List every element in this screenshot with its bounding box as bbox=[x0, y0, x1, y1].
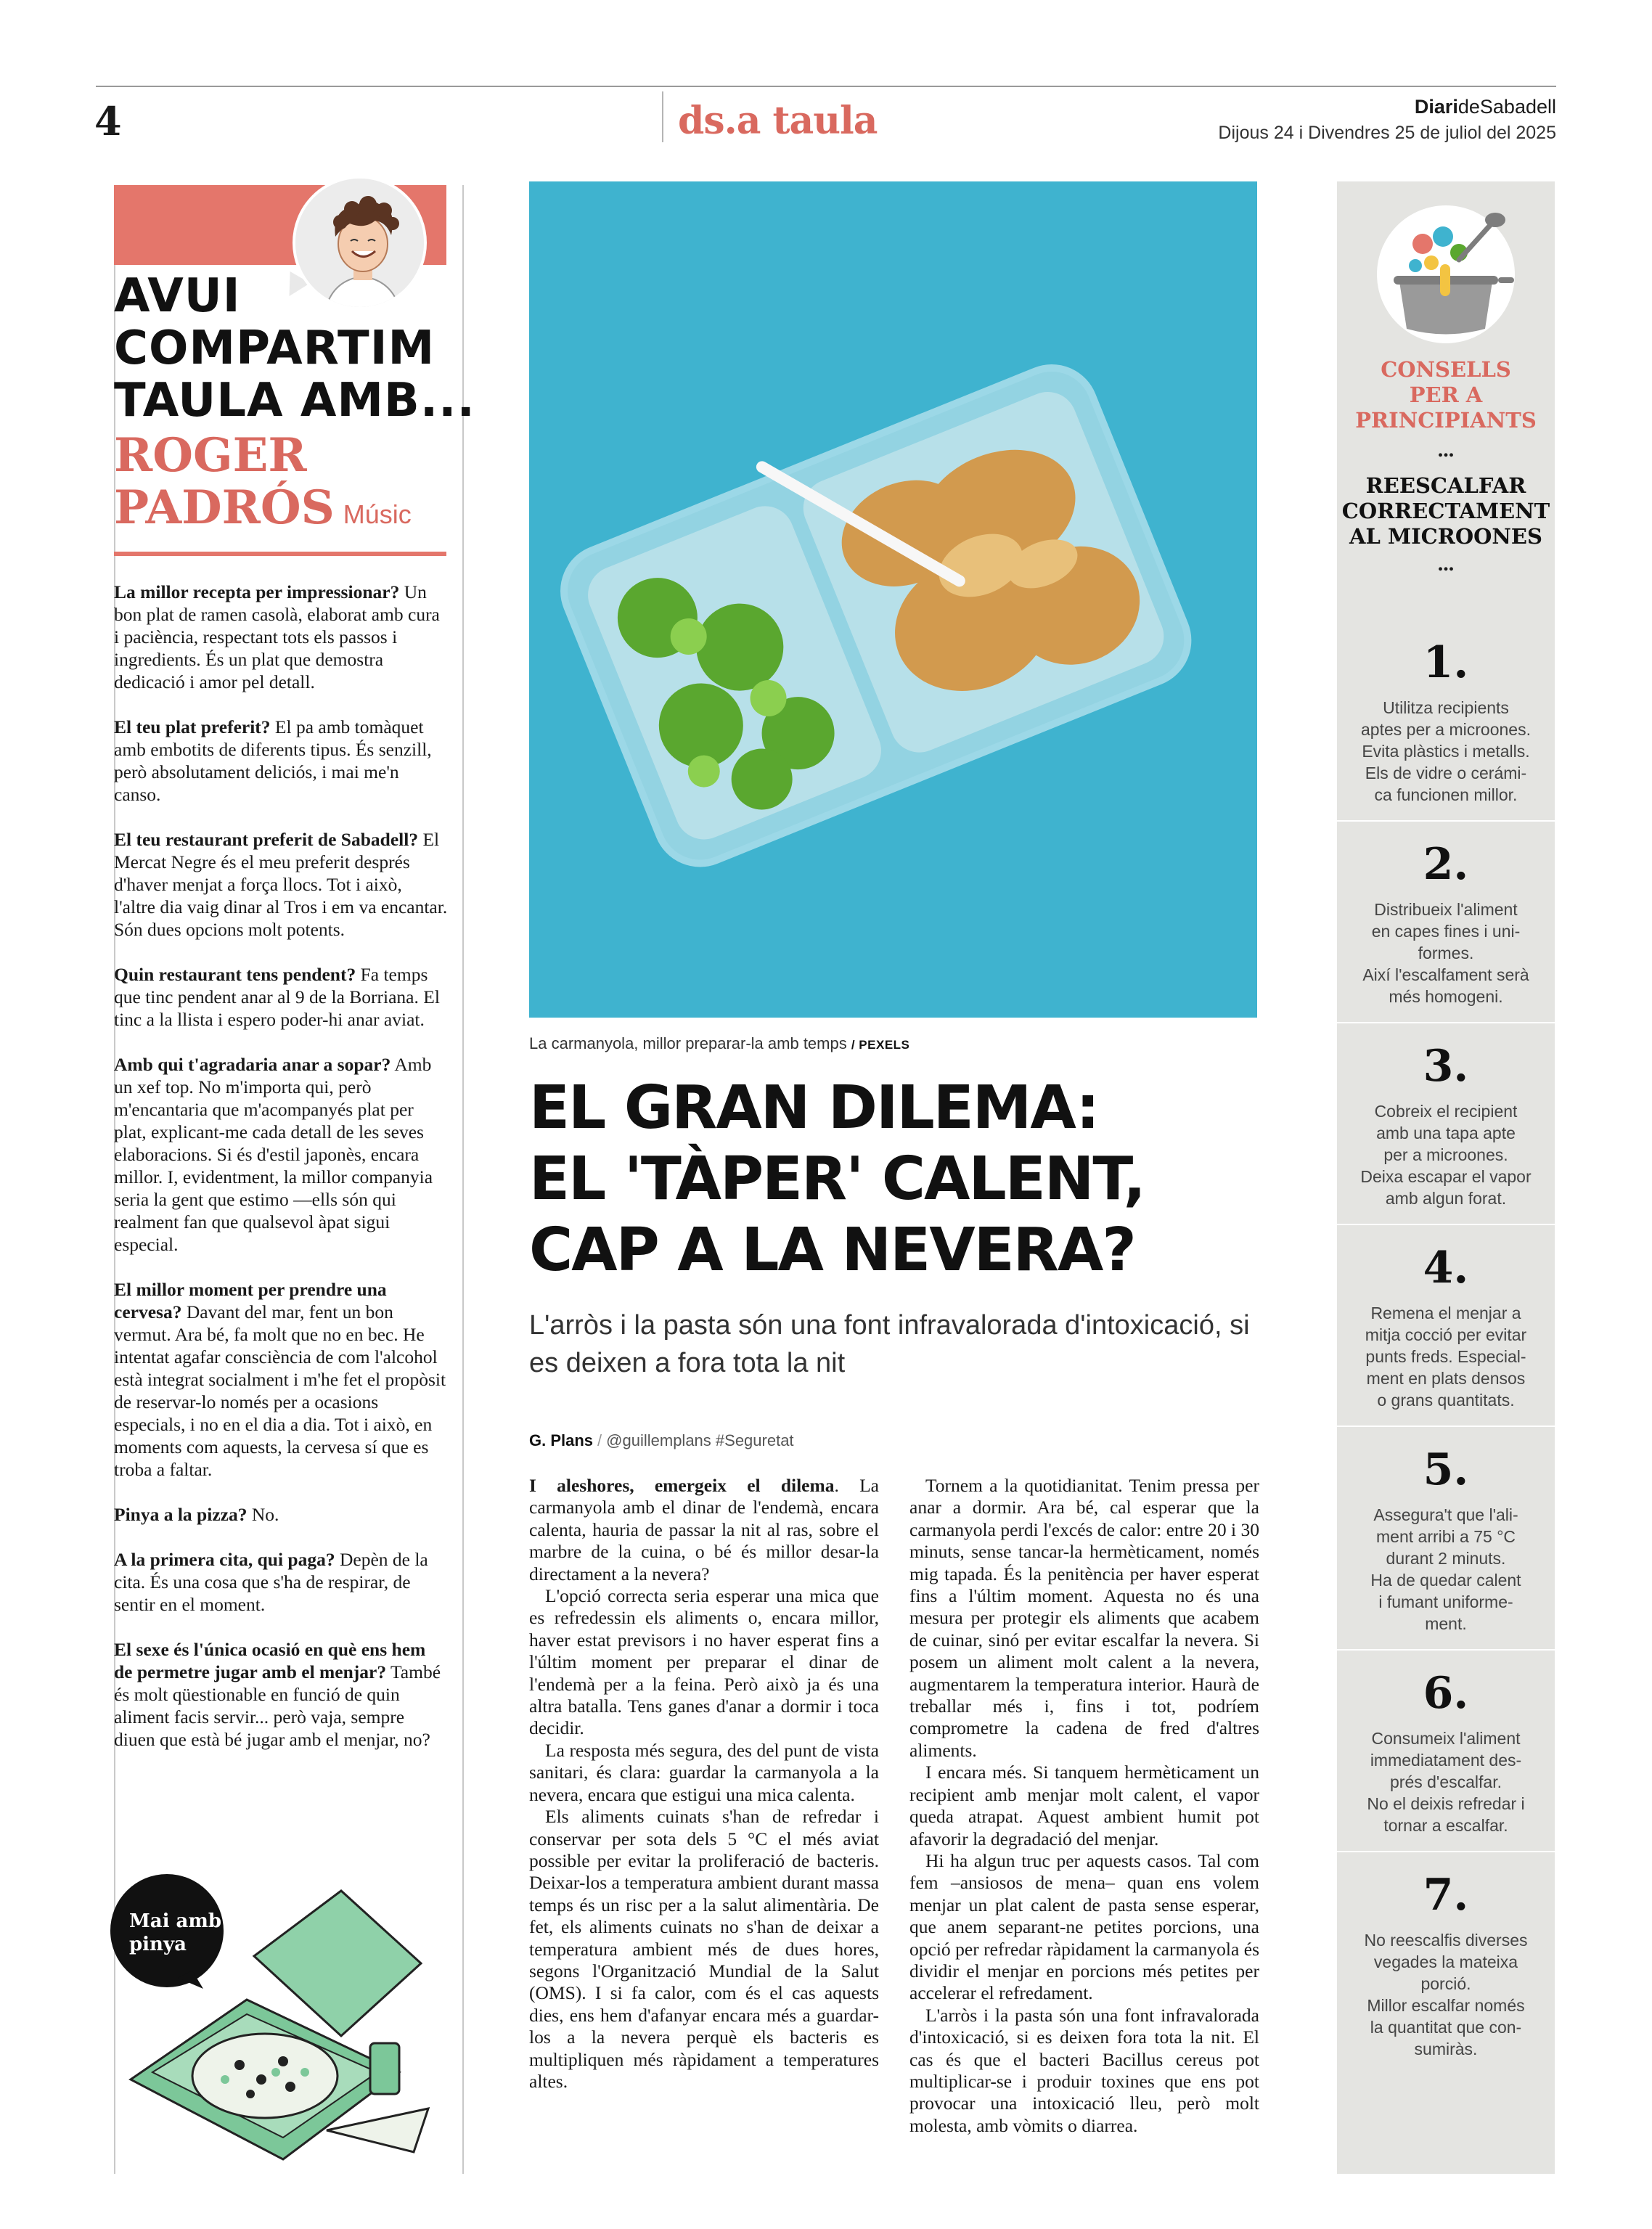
qa-item: El teu restaurant preferit de Sabadell? El Mercat Negre és el meu preferit després d'haver menjat a força llocs. Tot i això, l'altre dia vaig dinar al Tros i em va encantar. Són dues opcions molt potents. bbox=[114, 829, 448, 940]
qa-item: El teu plat preferit? El pa amb tomàquet amb embotits de diferents tipus. És senzill, però absolutament deliciós, i mai me'n canso. bbox=[114, 716, 432, 805]
subheading-ellipsis: ... bbox=[1437, 552, 1455, 576]
publication-name: DiarideSabadell bbox=[1414, 96, 1556, 118]
guest-first-name: ROGER bbox=[114, 428, 307, 483]
tip-divider bbox=[1337, 1649, 1555, 1651]
article-headline: EL GRAN DILEMA: EL 'TÀPER' CALENT, CAP A LA NEVERA? bbox=[529, 1073, 1145, 1285]
byline: G. Plans / @guillemplans #Seguretat bbox=[529, 1431, 794, 1449]
qa-item: Quin restaurant tens pendent? Fa temps que tinc pendent anar al 9 de la Borriana. El tinc a la llista i espero poder-hi anar aviat. bbox=[114, 964, 440, 1030]
guest-name bbox=[114, 430, 412, 541]
tip-divider bbox=[1337, 1426, 1555, 1427]
tip-item bbox=[1337, 1446, 1555, 1635]
qa-item: El sexe és l'única ocasió en què ens hem de permetre jugar amb el menjar? També és molt qüestionable en funció de quin aliment facis servir... però vaja, sempre diuen que està bé jugar amb el menjar, no? bbox=[114, 1639, 441, 1750]
tip-divider bbox=[1337, 1851, 1555, 1852]
tip-number: 5. bbox=[1423, 1444, 1469, 1495]
article-paragraph: Els aliments cuinats s'han de refredar i conservar per sota dels 5 °C el més aviat possible per evitar la proliferació de bacteris. Deixar-los a temperatura ambient durant massa temps és un risc per a la salut alimentària. De fet, els aliments cuinats no s'han de deixar a temperatura ambient més de dues hores, segons l'Organització Mundial de la Salut (OMS). I si fa calor, com és el cas aquests dies, ens hem d'afanyar encara més a guardar-los a la nevera perquè els bacteris es multipliquen més ràpidament a temperatures altes. bbox=[529, 1806, 879, 2092]
tip-text: Assegura't que l'ali- ment arribi a 75 °C durant 2 minuts. Ha de quedar calent i fumant uniforme- ment. bbox=[1370, 1505, 1521, 1633]
tip-divider bbox=[1337, 820, 1555, 822]
pizza-bubble-line1: Mai amb bbox=[129, 1910, 222, 1932]
article-paragraph: I encara més. Si tanquem hermèticament un recipient amb menjar molt calent, el vapor queda atrapat. Aquest ambient humit pot afavorir la degradació del menjar. bbox=[909, 1762, 1259, 1849]
article-paragraph: L'arròs i la pasta són una font infravalorada d'intoxicació, si es deixen fora tota la nit. El cas és que el bacteri Bacillus cereus pot multiplicar-se i produir toxines que ens pot provocar una intoxicació lleu, però molt molesta, amb vòmits o diarrea. bbox=[909, 2004, 1259, 2136]
tip-number: 2. bbox=[1423, 839, 1469, 890]
interview-qa bbox=[114, 581, 448, 1773]
photo-credit: / PEXELS bbox=[851, 1038, 910, 1052]
article-column-2 bbox=[909, 1475, 1259, 2137]
photo-caption: La carmanyola, millor preparar-la amb temps / PEXELS bbox=[529, 1034, 910, 1052]
tips-subheading: REESCALFAR CORRECTAMENT AL MICROONES bbox=[1341, 473, 1550, 549]
article-subtitle: L'arròs i la pasta són una font infravalorada d'intoxicació, si es deixen a fora tota la nit bbox=[529, 1310, 1250, 1378]
article-photo bbox=[529, 181, 1257, 1018]
tip-item bbox=[1337, 841, 1555, 1007]
tip-text: Utilitza recipients aptes per a microones. Evita plàstics i metalls. Els de vidre o cerámi- ca funcionen millor. bbox=[1361, 698, 1531, 804]
interview-kicker: AVUI COMPARTIM TAULA AMB... bbox=[114, 269, 475, 428]
tip-text: Consumeix l'aliment immediatament des- prés d'escalfar. No el deixis refredar i tornar a escalfar. bbox=[1367, 1729, 1525, 1835]
issue-date: Dijous 24 i Divendres 25 de juliol del 2025 bbox=[1218, 123, 1556, 143]
qa-item: Amb qui t'agradaria anar a sopar? Amb un xef top. No m'importa qui, però m'encantaria que m'acompanyés plat per plat, explicant-me cada detall de les seves elaboracions. Si és d'estil japonès, encara millor. I, evidentment, la millor companyia seria la gent que estimo —ells són qui realment fan que qualsevol àpat sigui especial. bbox=[114, 1054, 433, 1255]
pizza-box-illustration bbox=[109, 1862, 450, 2167]
tip-number: 4. bbox=[1423, 1243, 1469, 1293]
article-paragraph: Hi ha algun truc per aquests casos. Tal com fem –ansiosos de mena– quan ens volem menjar un plat calent de pasta sense esperar, que anem separant-ne petites porcions, una opció per refredar ràpidament la carmanyola és dividir el menjar en porcions més petites per accelerar el refredament. bbox=[909, 1849, 1259, 2004]
tip-number: 1. bbox=[1423, 637, 1469, 688]
tip-item bbox=[1337, 1871, 1555, 2060]
pizza-bubble-line2: pinya bbox=[129, 1934, 187, 1955]
article-paragraph: La resposta més segura, des del punt de vista sanitari, és clara: guardar la carmanyola a la nevera, encara que estigui una mica calenta. bbox=[529, 1739, 879, 1805]
tip-divider bbox=[1337, 1022, 1555, 1023]
qa-item: A la primera cita, qui paga? Depèn de la cita. És una cosa que s'ha de respirar, de sentir en el moment. bbox=[114, 1549, 428, 1615]
qa-item: La millor recepta per impressionar? Un bon plat de ramen casolà, elaborat amb cura i paciència, respectant tots els passos i ingredients. És un plat que demostra dedicació i amor pel detall. bbox=[114, 581, 440, 692]
tip-text: Distribueix l'aliment en capes fines i uni- formes. Així l'escalfament serà més homogeni. bbox=[1362, 900, 1529, 1006]
left-column-rule-right bbox=[462, 185, 464, 2174]
tip-number: 3. bbox=[1423, 1041, 1469, 1092]
article-paragraph: L'opció correcta seria esperar una mica que es refredessin els aliments o, encara millor, haver estat previsors i no haver esperat fins a l'últim moment per preparar el dinar de l'endemà per a la feina. Però això ja és una altra batalla. Tens ganes d'anar a dormir i toca decidir. bbox=[529, 1585, 879, 1739]
tip-number: 6. bbox=[1423, 1668, 1469, 1719]
tip-divider bbox=[1337, 1224, 1555, 1225]
article-paragraph: I aleshores, emergeix el dilema. La carmanyola amb el dinar de l'endemà, encara calenta, hauria de passar la nit al ras, sobre el marbre de la cuina, o bé és millor desar-la directament a la nevera? bbox=[529, 1475, 879, 1584]
tip-text: No reescalfis diverses vegades la mateixa porció. Millor escalfar només la quantitat que con- sumiràs. bbox=[1364, 1931, 1528, 2058]
tip-item bbox=[1337, 1244, 1555, 1411]
tip-item bbox=[1337, 639, 1555, 806]
tip-item bbox=[1337, 1042, 1555, 1209]
guest-last-name: PADRÓS bbox=[114, 480, 335, 535]
section-divider bbox=[662, 91, 663, 142]
qa-item: El millor moment per prendre una cervesa? Davant del mar, fent un bon vermut. Ara bé, fa molt que no en bec. He intentat agafar consciència de com l'alcohol està integrat socialment i m'he fet el propòsit de reservar-lo només per a ocasions especials, i no en el dia a dia. Tot i això, en moments com aquests, la cervesa sí que es troba a faltar. bbox=[114, 1279, 446, 1480]
qa-item: Pinya a la pizza? No. bbox=[114, 1504, 279, 1525]
section-title: ds.a taula bbox=[678, 99, 878, 143]
guest-underline bbox=[114, 552, 446, 556]
byline-handle: @guillemplans #Seguretat bbox=[606, 1431, 794, 1449]
page-number: 4 bbox=[94, 98, 122, 144]
tip-text: Cobreix el recipient amb una tapa apte per a microones. Deixa escapar el vapor amb algun forat. bbox=[1360, 1102, 1532, 1208]
tip-text: Remena el menjar a mitja cocció per evitar punts freds. Especial- ment en plats densos o grans quantitats. bbox=[1365, 1304, 1527, 1410]
header-rule bbox=[96, 86, 1556, 87]
cooking-pot-icon bbox=[1365, 195, 1532, 347]
guest-role: Músic bbox=[343, 499, 412, 529]
tips-heading: CONSELLS PER A PRINCIPIANTS bbox=[1355, 357, 1537, 433]
byline-author: G. Plans bbox=[529, 1431, 594, 1449]
heading-ellipsis: ... bbox=[1437, 438, 1455, 462]
publication-info bbox=[1218, 96, 1556, 144]
tip-number: 7. bbox=[1423, 1870, 1469, 1921]
article-column-1 bbox=[529, 1475, 879, 2093]
tip-item bbox=[1337, 1669, 1555, 1836]
article-paragraph: Tornem a la quotidianitat. Tenim pressa per anar a dormir. Ara bé, cal esperar que la carmanyola perdi l'excés de calor: entre 20 i 30 minuts, sense tancar-la hermèticament, només mig tapada. És la penitència per haver esperat fins a l'últim moment. Aquesta no és una mesura per protegir els aliments que acabem de cuinar, sinó per evitar escalfar la nevera. Si posem un aliment molt calent a la nevera, augmentarem la temperatura interior. Haurà de treballar més i, fins i tot, podríem comprometre la cadena de fred d'altres aliments. bbox=[909, 1475, 1259, 1761]
